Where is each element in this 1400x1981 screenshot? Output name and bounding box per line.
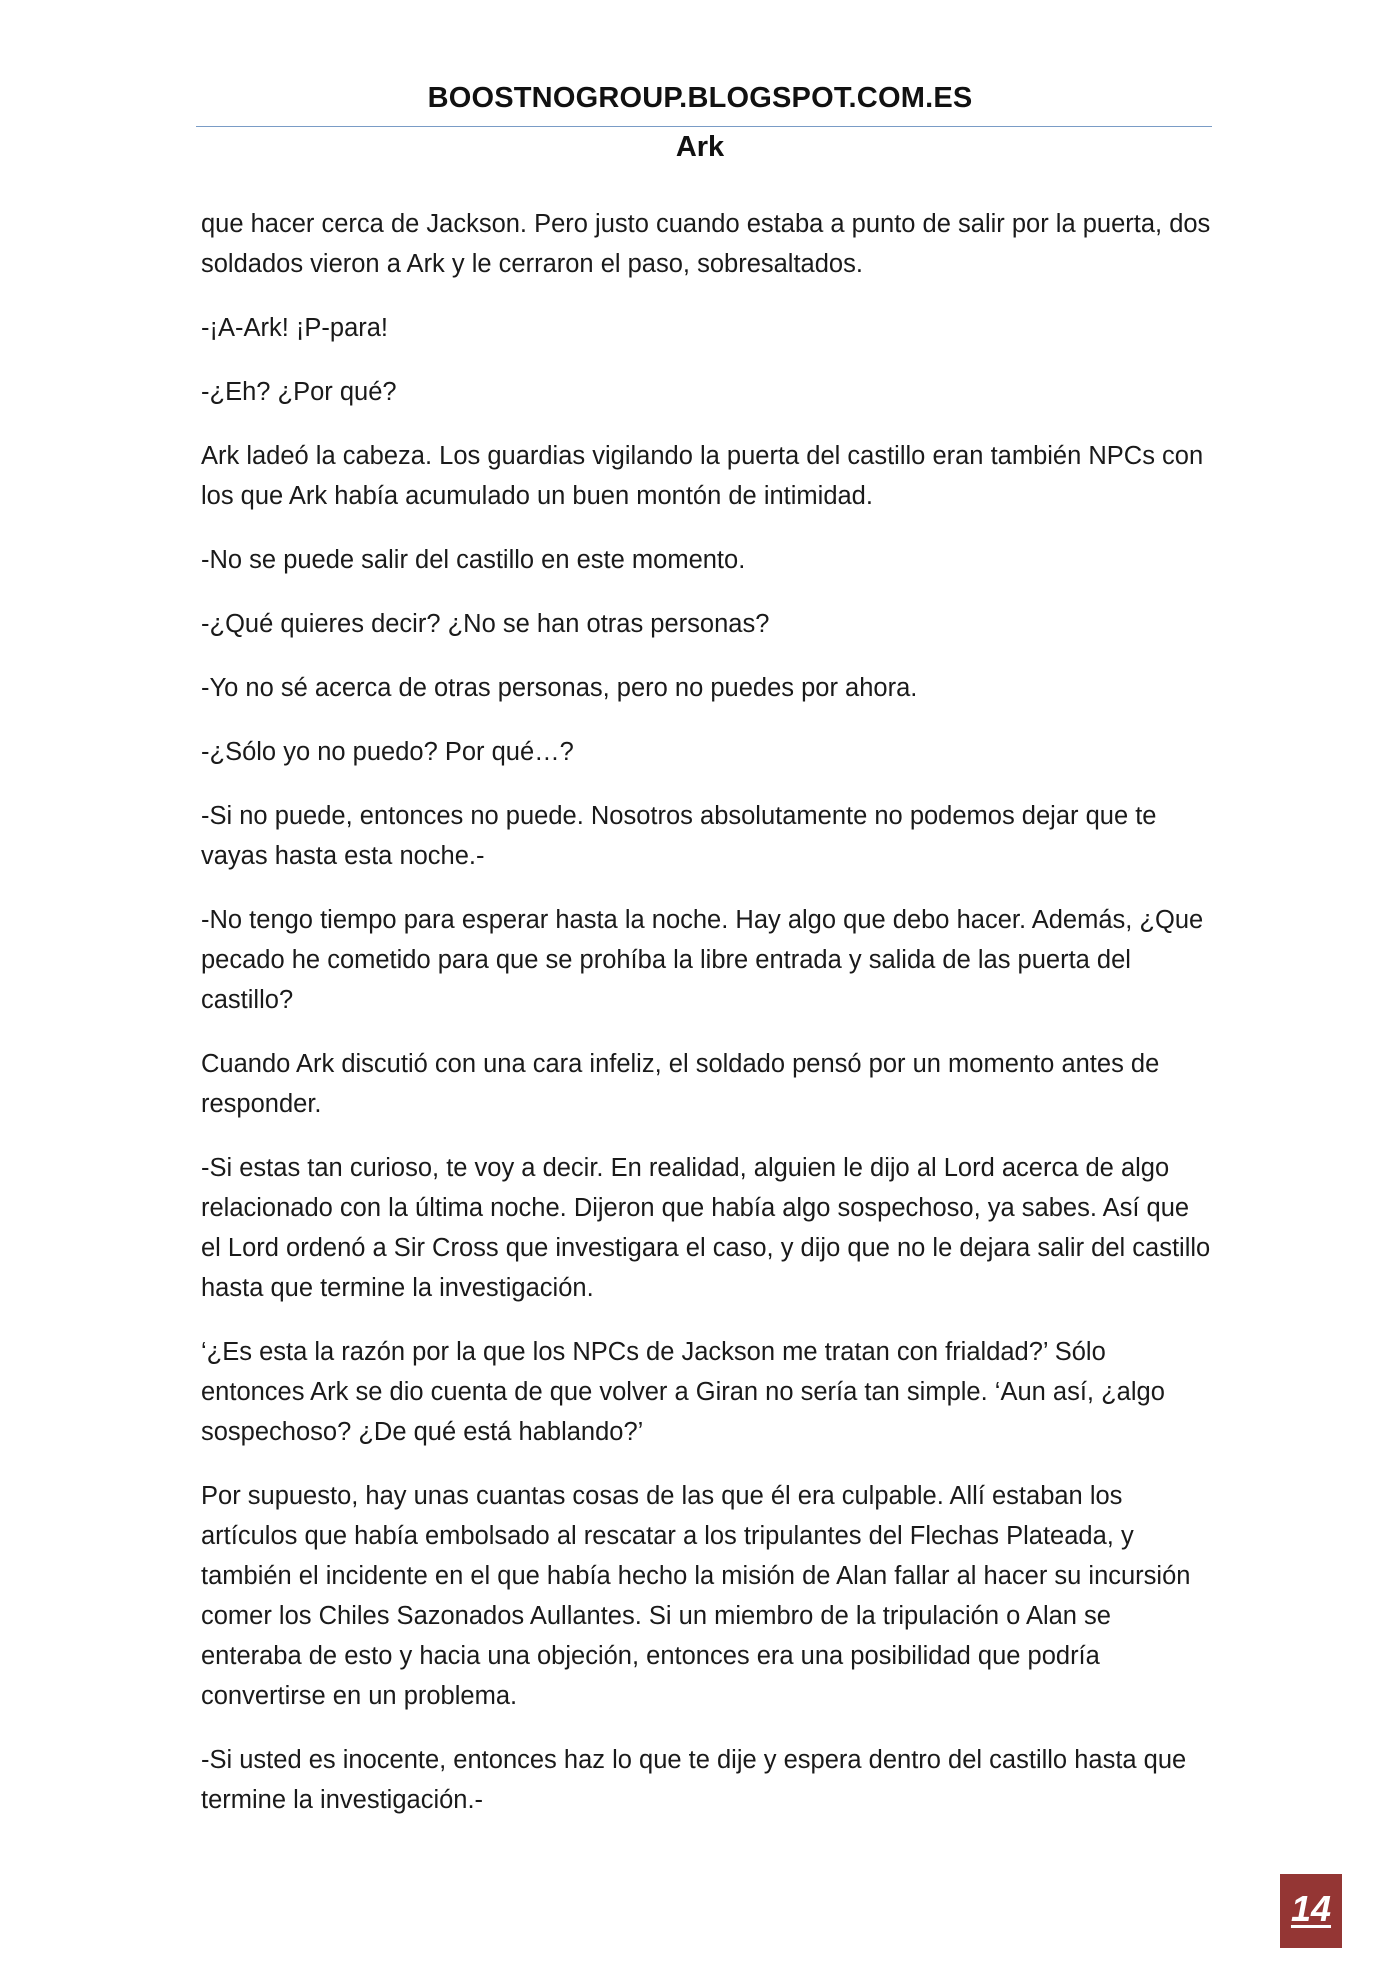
page-header-site: BOOSTNOGROUP.BLOGSPOT.COM.ES: [427, 82, 973, 114]
paragraph: ‘¿Es esta la razón por la que los NPCs de Jackson me tratan con frialdad?’ Sólo entonces Ark se dio cuenta de que volver a Giran no sería tan simple. ‘Aun así, ¿algo sospechoso? ¿De qué está hablando?’: [201, 1338, 1165, 1446]
header-divider: [196, 126, 1212, 127]
paragraph: -Si estas tan curioso, te voy a decir. En realidad, alguien le dijo al Lord acerca de algo relacionado con la última noche. Dijeron que había algo sospechoso, ya sabes. Así que el Lord ordenó a Sir Cross que investigara el caso, y dijo que no le dejara salir del castillo hasta que termine la investigación.: [201, 1154, 1211, 1302]
page-number: 14: [1290, 1888, 1332, 1929]
paragraph: -¡A-Ark! ¡P-para!: [201, 314, 389, 342]
paragraph: -Si usted es inocente, entonces haz lo que te dije y espera dentro del castillo hasta que termine la investigación.-: [201, 1746, 1187, 1814]
paragraph: Ark ladeó la cabeza. Los guardias vigilando la puerta del castillo eran también NPCs con los que Ark había acumulado un buen montón de intimidad.: [201, 442, 1204, 510]
paragraph: -No tengo tiempo para esperar hasta la noche. Hay algo que debo hacer. Además, ¿Que pecado he cometido para que se prohíba la libre entrada y salida de las puerta del castillo?: [201, 906, 1204, 1014]
paragraph: -Yo no sé acerca de otras personas, pero no puedes por ahora.: [201, 674, 918, 702]
page-header-title: Ark: [675, 131, 725, 163]
paragraph: -¿Sólo yo no puedo? Por qué…?: [201, 738, 574, 766]
paragraph: Por supuesto, hay unas cuantas cosas de las que él era culpable. Allí estaban los artículos que había embolsado al rescatar a los tripulantes del Flechas Plateada, y también el incidente en el que había hecho la misión de Alan fallar al hacer su incursión comer los Chiles Sazonados Aullantes. Si un miembro de la tripulación o Alan se enteraba de esto y hacia una objeción, entonces era una posibilidad que podría convertirse en un problema.: [201, 1482, 1191, 1710]
paragraph: que hacer cerca de Jackson. Pero justo cuando estaba a punto de salir por la puerta, dos soldados vieron a Ark y le cerraron el paso, sobresaltados.: [201, 210, 1211, 278]
page-number-box: [1280, 1874, 1342, 1948]
paragraph: -¿Qué quieres decir? ¿No se han otras personas?: [201, 610, 770, 638]
body-text: [201, 204, 1211, 1844]
paragraph: -No se puede salir del castillo en este momento.: [201, 546, 746, 574]
paragraph: -¿Eh? ¿Por qué?: [201, 378, 397, 406]
paragraph: -Si no puede, entonces no puede. Nosotros absolutamente no podemos dejar que te vayas hasta esta noche.-: [201, 802, 1157, 870]
paragraph: Cuando Ark discutió con una cara infeliz, el soldado pensó por un momento antes de responder.: [201, 1050, 1160, 1118]
